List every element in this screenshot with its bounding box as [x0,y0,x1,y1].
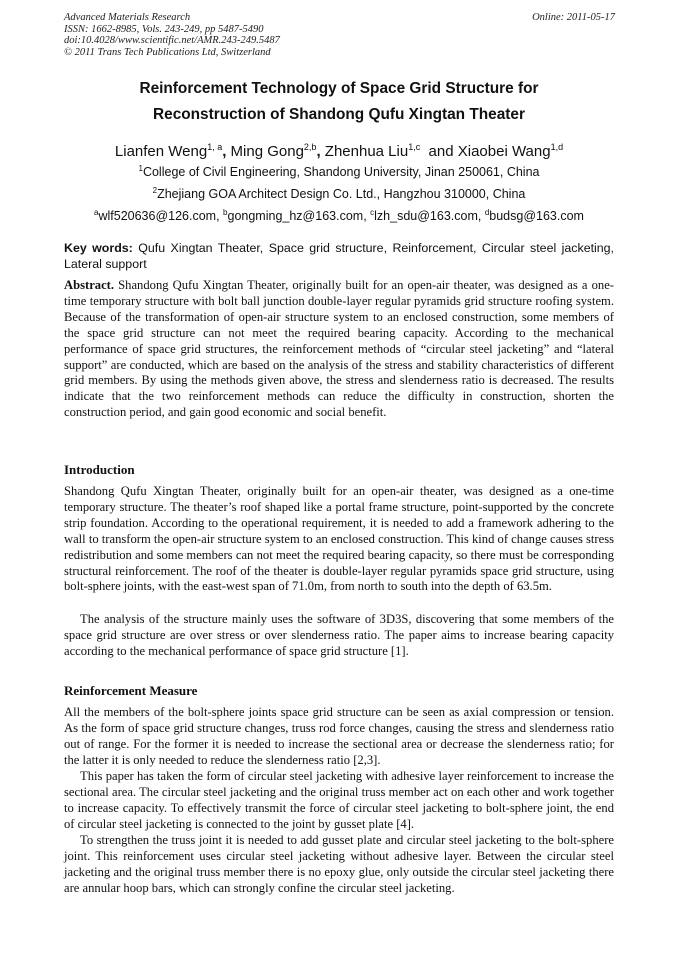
journal-copyright: © 2011 Trans Tech Publications Ltd, Switzerland [64,46,271,58]
author-superscript: 1, a [207,142,223,152]
email-superscript: c [370,208,375,217]
email-superscript: d [484,208,490,217]
keywords-text: Qufu Xingtan Theater, Space grid structure, Reinforcement, Circular steel jacketing, Lateral support [64,241,615,271]
email-address: wlf520636@126.com [98,209,217,224]
affiliation-2 [0,186,678,201]
author-name: Ming Gong [230,143,304,160]
abstract [64,278,614,421]
journal-name: Advanced Materials Research [64,12,191,23]
affiliation-1 [0,164,678,179]
affiliation-superscript: 1 [138,164,143,173]
email-address: lzh_sdu@163.com [374,209,478,224]
section-heading-introduction: Introduction [64,462,135,477]
email-superscript: b [223,208,228,217]
keywords-label: Key words: [64,241,133,255]
email-address: budsg@163.com [489,209,584,224]
journal-doi: doi:10.4028/www.scientific.net/AMR.243-249.5487 [64,35,280,47]
reinforcement-paragraph-3: To strengthen the truss joint it is needed to add gusset plate and circular steel jacketing to the bolt-sphere joint. This reinforcement uses circular steel jacketing without adhesive layer. Between the circular steel jacketing and the original truss member there is no epoxy glue, only outside the circular steel jacketing there are annular hoop bars, which can strongly confine the circular steel jacketing. [64,833,614,895]
affiliation-text: College of Civil Engineering, Shandong University, Jinan 250061, China [142,165,540,180]
paper-title-line-1: Reinforcement Technology of Space Grid Structure for [139,80,539,97]
affiliation-superscript: 2 [152,186,158,195]
journal-header [64,12,280,58]
author-superscript: 1,c [408,142,421,152]
author-name: Lianfen Weng [114,143,208,160]
email-list: $^a$wlf520636@126.com, $^b$gongming_hz@163.com, $^c$lzh_sdu@163.com, $^d$budsg@163.com [94,208,584,224]
reinforcement-paragraph-2: This paper has taken the form of circular steel jacketing with adhesive layer reinforcement to increase the sectional area. The circular steel jacketing and the original truss member act on each other and work together to increase capacity. To effectively transmit the force of circular steel jacketing to bolt-sphere joint, the end of circular steel jacketing is connected to the joint by gusset plate [4]. [64,769,614,831]
introduction-paragraph-2: The analysis of the structure mainly uses the software of 3D3S, discovering that some members of the space grid structure are over stress or over slenderness ratio. The paper aims to increase bearing capacity according to the mechanical performance of space grid structure [1]. [64,612,614,658]
keywords [64,240,614,272]
author-superscript: 2,b [303,142,317,152]
journal-issn: ISSN: 1662-8985, Vols. 243-249, pp 5487-5490 [64,23,264,35]
abstract-label: Abstract. [64,278,115,292]
introduction-paragraph-1: Shandong Qufu Xingtan Theater, originally built for an open-air theater, was designed as a one-time temporary structure. The theater’s roof shaped like a portal frame structure, point-supported by the concrete strip foundation. According to the operational requirement, it is needed to add a framework adhering to the wall to transform the open-air structure system to an enclosed construction. This kind of change causes stress redistribution and some members can not meet the required bearing capacity, so there must be corresponding structural reinforcement. The roof of the theater is double-layer regular pyramids space grid structure, using bolt-sphere joints, with the east-west span of 71.0m, from north to south into the depth of 63.5m. [64,484,614,594]
abstract-text: Shandong Qufu Xingtan Theater, originally built for an open-air theater, was designed as a one-time temporary structure with bolt ball junction double-layer regular pyramids grid structure roofing system. Because of the transformation of open-air structure system to an enclosed construction, some members of the space grid structure can not meet the required bearing capacity. According to the mechanical performance of space grid structures, the reinforcement methods of “circular steel jacketing” and “lateral support” are conducted, which are based on the analysis of the stress and stability characteristics of different grid members. By using the methods given above, the stress and slenderness ratio is decreased. The results indicate that the two reinforcement methods can reduce the difficulty in construction, shorten the construction period, and gain good economic and social benefit. [64,278,614,420]
author-superscript: 1,d [550,142,564,152]
author-list: Lianfen Weng$^{1, a}$, Ming Gong$^{2,b}$, Zhenhua Liu$^{1,c}$ and Xiaobei Wang$^{1,d}$ [114,142,564,160]
email-address: gongming_hz@163.com [227,209,364,224]
author-name: Zhenhua Liu [324,143,409,160]
affiliation-text: Zhejiang GOA Architect Design Co. Ltd., Hangzhou 310000, China [157,187,526,202]
section-heading-reinforcement: Reinforcement Measure [64,683,198,698]
reinforcement-paragraph-1: All the members of the bolt-sphere joints space grid structure can be seen as axial compression or tension. As the form of space grid structure changes, truss rod force changes, causing the stress and slenderness ratio out of range. For the former it is needed to increase the sectional area or decrease the slenderness ratio; for the latter it is only needed to reduce the slenderness ratio [2,3]. [64,705,614,767]
paper-title-line-2: Reconstruction of Shandong Qufu Xingtan Theater [153,106,525,123]
online-date: Online: 2011-05-17 [532,12,615,23]
author-name: Xiaobei Wang [457,143,551,160]
email-superscript: a [94,208,99,217]
